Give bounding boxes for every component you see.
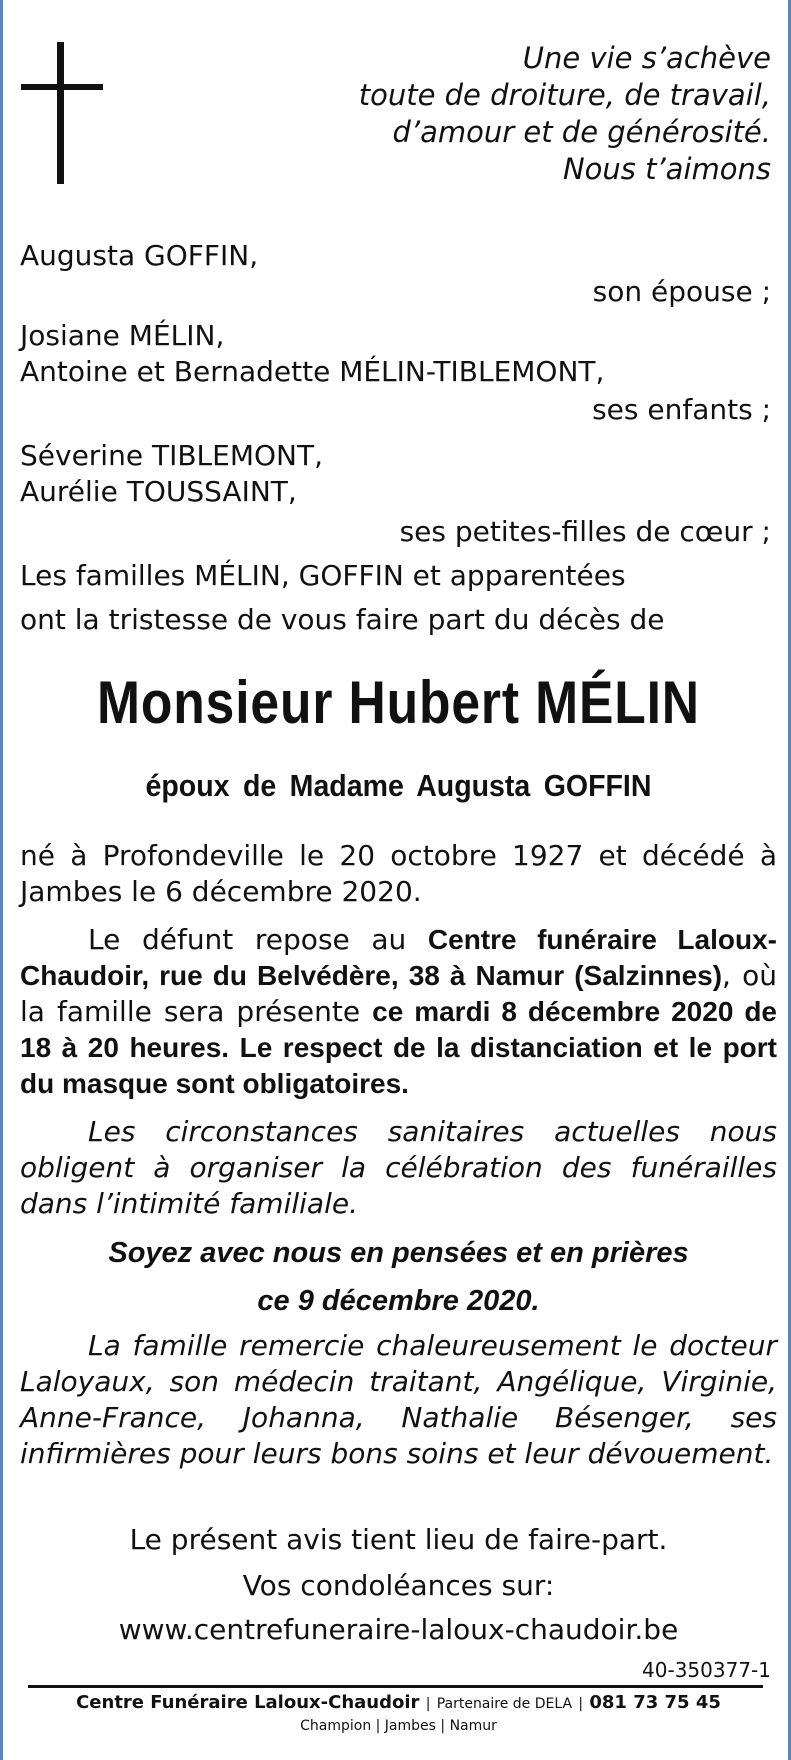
footer-phone: 081 73 75 45 (589, 1692, 721, 1713)
epitaph-line: d’amour et de générosité. (392, 115, 771, 149)
grandchild-name: Aurélie TOUSSAINT, (20, 475, 297, 508)
footer-line (3, 1692, 791, 1713)
visit-time: ce mardi 8 décembre 2020 de 18 à 20 heures. Le respect de la distanciation et le port du masque sont obligatoires. (20, 996, 777, 1099)
sanitary-paragraph: Les circonstances sanitaires actuelles nous obligent à organiser la célébration des funérailles dans l’intimité familiale. (20, 1115, 777, 1220)
prayer-line: Soyez avec nous en pensées et en prières (108, 1237, 689, 1269)
grandchild-name: Séverine TIBLEMONT, (20, 439, 323, 472)
announcement-line: ont la tristesse de vous faire part du décès de (20, 603, 665, 636)
footer-separator: | (578, 1696, 584, 1712)
rest-text-2: , où la famille sera présente (20, 959, 777, 1028)
grandchildren-role: ses petites-filles de cœur ; (399, 515, 771, 548)
spouse-role: son épouse ; (592, 275, 771, 308)
cross-icon (57, 42, 64, 184)
children-role: ses enfants ; (592, 393, 771, 426)
thanks-paragraph: La famille remercie chaleureusement le docteur Laloyaux, son médecin traitant, Angélique, Virginie, Anne-France, Johanna, Nathalie Bésenger, ses infirmières pour leurs bons soins et leur dévouement. (20, 1329, 777, 1470)
prayer-date: ce 9 décembre 2020. (257, 1285, 540, 1317)
epitaph (359, 40, 771, 188)
epitaph-line: Une vie s’achève (522, 41, 771, 75)
rest-paragraph (20, 922, 777, 1102)
footer-locations: Champion | Jambes | Namur (300, 1718, 497, 1734)
deceased-spouse-line: époux de Madame Augusta GOFFIN (145, 768, 652, 803)
website-link[interactable]: www.centrefuneraire-laloux-chaudoir.be (118, 1613, 679, 1646)
condolences-line: Vos condoléances sur: (242, 1569, 555, 1602)
child-name: Antoine et Bernadette MÉLIN-TIBLEMONT, (20, 355, 605, 388)
child-name: Josiane MÉLIN, (20, 319, 225, 352)
birth-paragraph: né à Profondeville le 20 octobre 1927 et décédé à Jambes le 6 décembre 2020. (20, 839, 777, 908)
footer-partner: Partenaire de DELA (436, 1696, 573, 1712)
footer-divider (28, 1685, 763, 1688)
rest-text: Le défunt repose au (88, 923, 428, 956)
footer-separator: | (425, 1696, 431, 1712)
reference-number: 40-350377-1 (642, 1658, 771, 1682)
epitaph-line: Nous t’aimons (562, 152, 771, 186)
notice-line: Le présent avis tient lieu de faire-part. (129, 1523, 668, 1556)
epitaph-line: toute de droiture, de travail, (358, 78, 771, 112)
deceased-name: Monsieur Hubert MÉLIN (97, 669, 700, 736)
families-line: Les familles MÉLIN, GOFFIN et apparentées (20, 559, 626, 592)
cross-icon-bar (21, 84, 103, 90)
footer-company: Centre Funéraire Laloux-Chaudoir (76, 1692, 420, 1713)
spouse-name: Augusta GOFFIN, (20, 239, 259, 272)
rest-place: Centre funéraire Laloux-Chaudoir, rue du Belvédère, 38 à Namur (Salzinnes) (20, 924, 777, 991)
